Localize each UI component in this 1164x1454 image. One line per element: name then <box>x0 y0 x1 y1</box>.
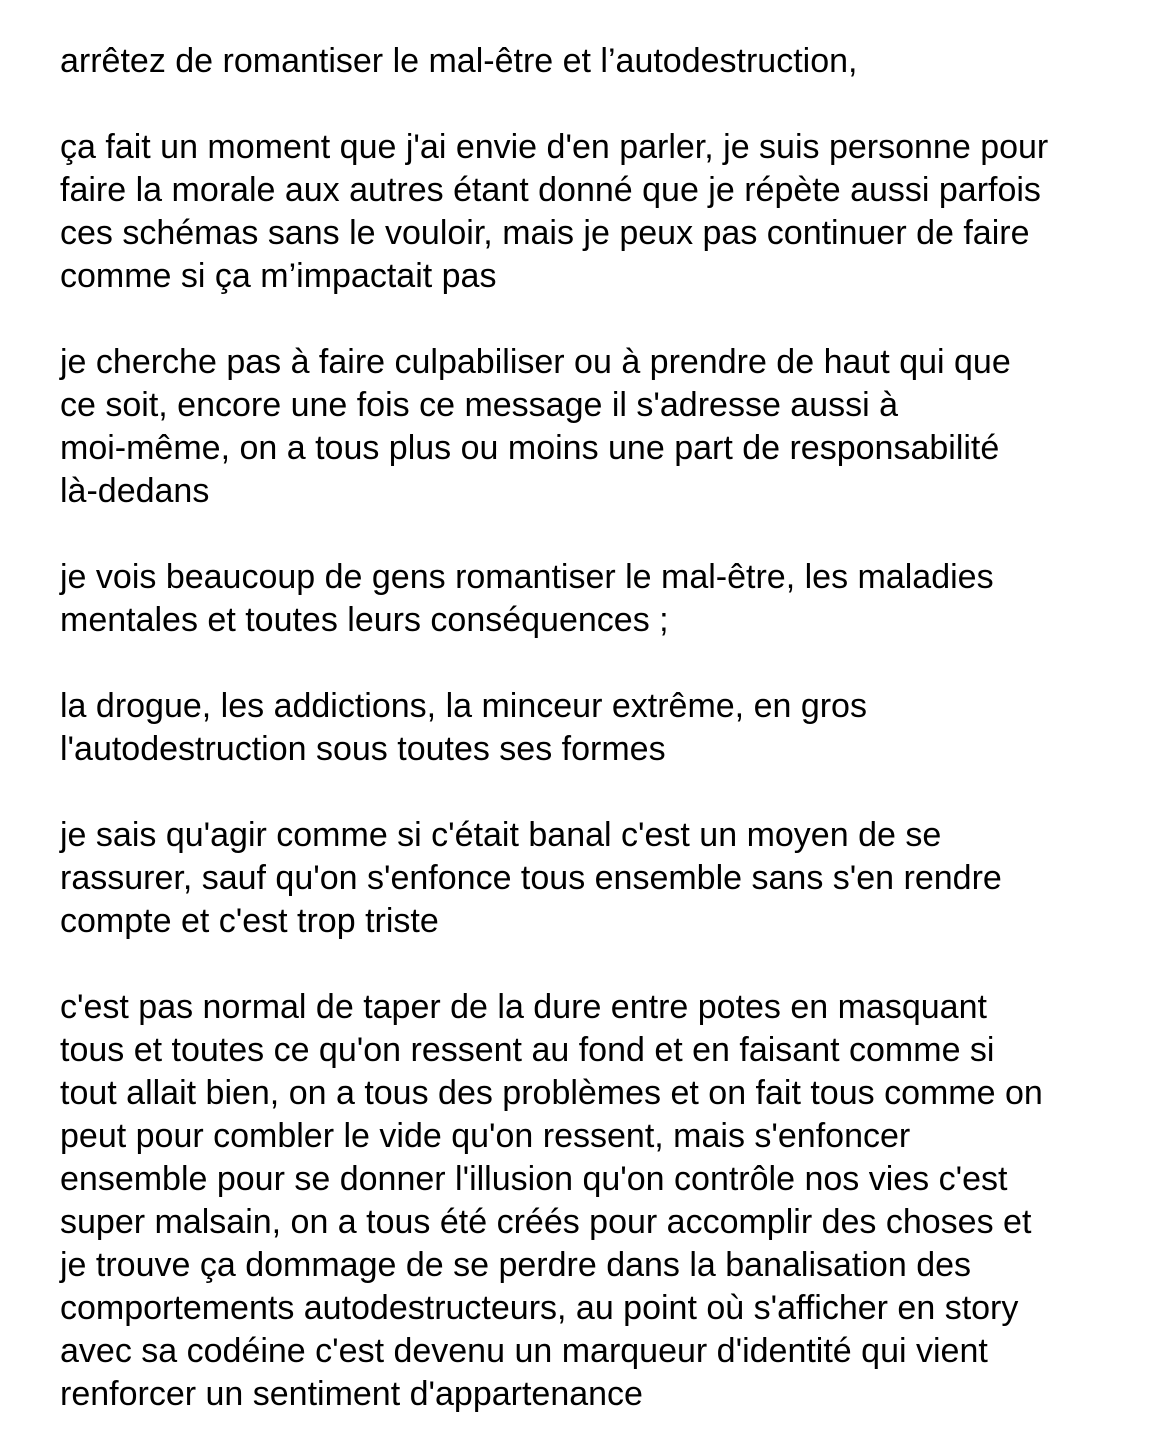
text-line: je trouve ça dommage de se perdre dans la banalisation des <box>60 1246 972 1284</box>
text-line: la drogue, les addictions, la minceur extrême, en gros <box>60 687 867 725</box>
text-line: l'autodestruction sous toutes ses formes <box>60 730 666 768</box>
text-line: moi-même, on a tous plus ou moins une part de responsabilité <box>60 429 1000 467</box>
text-line: ce soit, encore une fois ce message il s'adresse aussi à <box>60 386 899 424</box>
text-line: super malsain, on a tous été créés pour accomplir des choses et <box>60 1203 1032 1241</box>
text-line: arrêtez de romantiser le mal-être et l’autodestruction, <box>60 42 858 80</box>
text-line: renforcer un sentiment d'appartenance <box>60 1375 643 1413</box>
text-line: avec sa codéine c'est devenu un marqueur d'identité qui vient <box>60 1332 988 1370</box>
text-line: mentales et toutes leurs conséquences ; <box>60 601 669 639</box>
text-line: tout allait bien, on a tous des problèmes et on fait tous comme on <box>60 1074 1043 1112</box>
paragraph <box>60 685 1112 771</box>
text-line: là-dedans <box>60 472 210 510</box>
paragraph <box>60 341 1112 513</box>
text-line: ça fait un moment que j'ai envie d'en parler, je suis personne pour <box>60 128 1049 166</box>
text-line: peut pour combler le vide qu'on ressent, mais s'enfoncer <box>60 1117 911 1155</box>
text-line: faire la morale aux autres étant donné que je répète aussi parfois <box>60 171 1041 209</box>
paragraph <box>60 814 1112 943</box>
paragraph <box>60 986 1112 1416</box>
text-line: je vois beaucoup de gens romantiser le mal-être, les maladies <box>60 558 994 596</box>
paragraph <box>60 556 1112 642</box>
paragraph-list <box>60 40 1112 1416</box>
paragraph <box>60 126 1112 298</box>
text-line: je cherche pas à faire culpabiliser ou à prendre de haut qui que <box>60 343 1011 381</box>
text-line: tous et toutes ce qu'on ressent au fond et en faisant comme si <box>60 1031 995 1069</box>
text-line: c'est pas normal de taper de la dure entre potes en masquant <box>60 988 987 1026</box>
text-line: je sais qu'agir comme si c'était banal c'est un moyen de se <box>60 816 942 854</box>
text-line: ensemble pour se donner l'illusion qu'on contrôle nos vies c'est <box>60 1160 1008 1198</box>
text-line: compte et c'est trop triste <box>60 902 439 940</box>
paragraph <box>60 40 1112 83</box>
text-line: comportements autodestructeurs, au point où s'afficher en story <box>60 1289 1019 1327</box>
text-line: ces schémas sans le vouloir, mais je peux pas continuer de faire <box>60 214 1030 252</box>
text-line: comme si ça m’impactait pas <box>60 257 497 295</box>
text-line: rassurer, sauf qu'on s'enfonce tous ensemble sans s'en rendre <box>60 859 1002 897</box>
